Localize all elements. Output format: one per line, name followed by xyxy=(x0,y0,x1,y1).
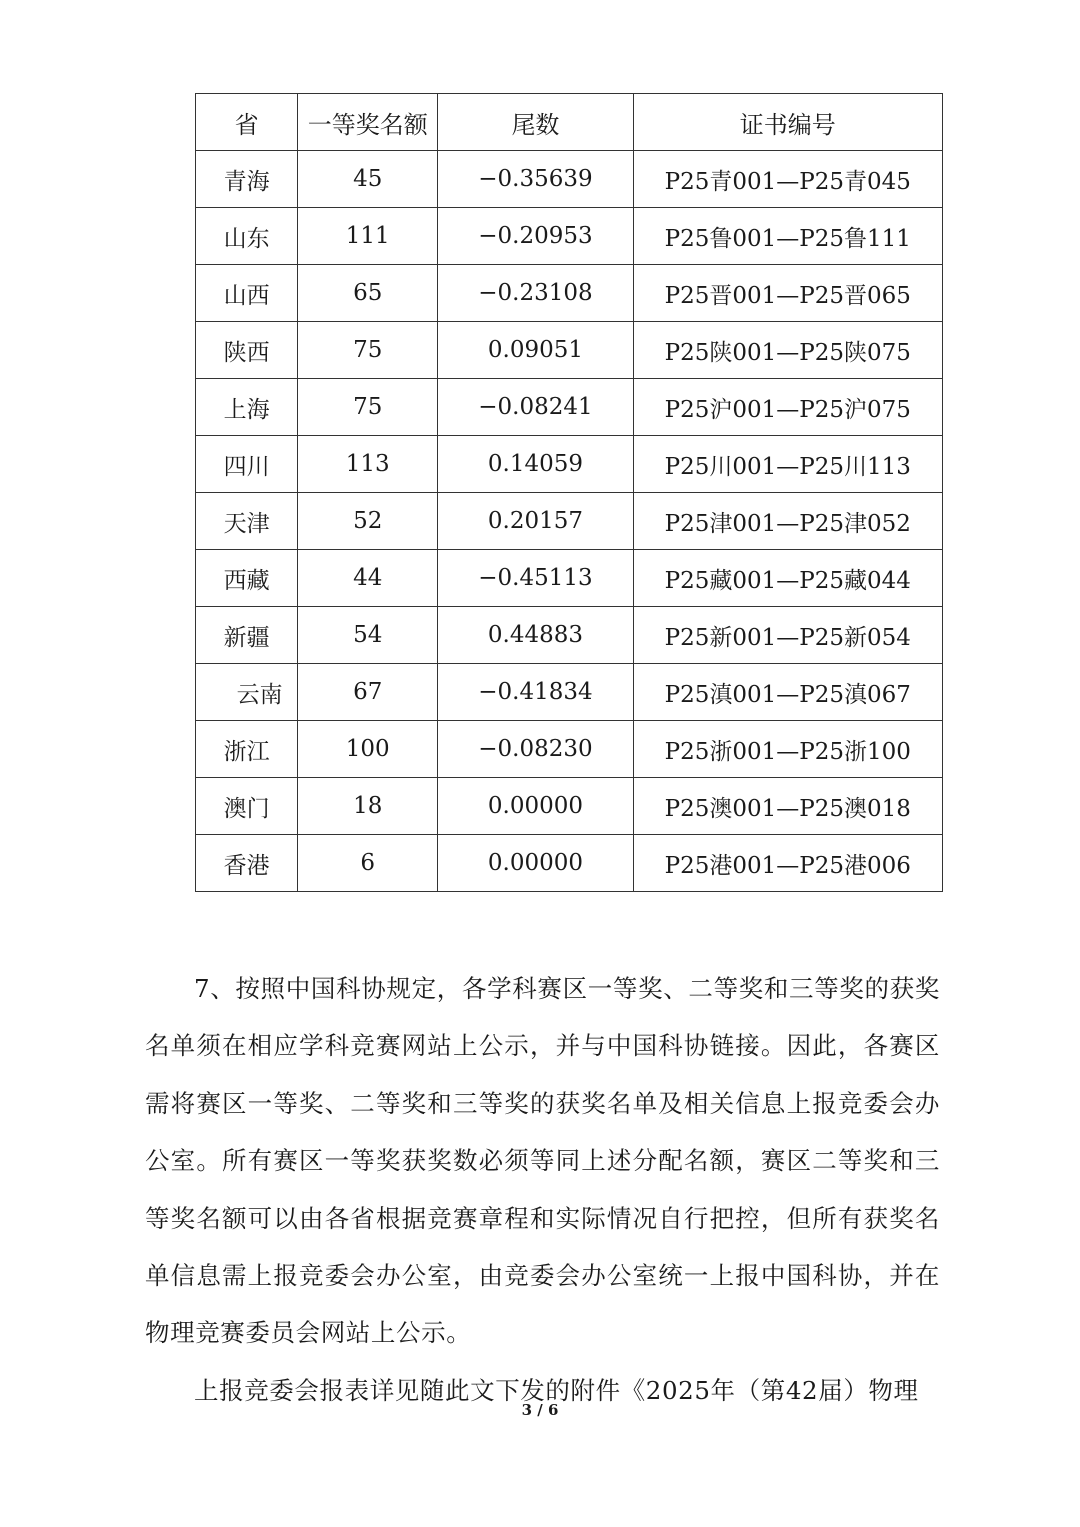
cell-quota: 6 xyxy=(298,835,438,892)
cell-cert: P25澳001—P25澳018 xyxy=(633,778,942,835)
cell-remainder: 0.09051 xyxy=(438,322,633,379)
cell-province: 云南 xyxy=(196,664,298,721)
cell-quota: 100 xyxy=(298,721,438,778)
table-row xyxy=(196,550,943,607)
paragraph-attachment: 上报竞委会报表详见随此文下发的附件《2025年（第42届）物理 xyxy=(194,1375,919,1405)
cell-quota: 54 xyxy=(298,607,438,664)
cell-province: 澳门 xyxy=(196,778,298,835)
cell-cert: P25晋001—P25晋065 xyxy=(633,265,942,322)
cell-quota: 67 xyxy=(298,664,438,721)
cell-quota: 75 xyxy=(298,379,438,436)
table-row xyxy=(196,607,943,664)
cell-remainder: 0.00000 xyxy=(438,835,633,892)
cell-remainder: 0.20157 xyxy=(438,493,633,550)
cell-remainder: −0.08241 xyxy=(438,379,633,436)
cell-cert: P25津001—P25津052 xyxy=(633,493,942,550)
cell-province: 香港 xyxy=(196,835,298,892)
table-row xyxy=(196,835,943,892)
cell-remainder: 0.14059 xyxy=(438,436,633,493)
cell-cert: P25鲁001—P25鲁111 xyxy=(633,208,942,265)
paragraph-rules: 7、按照中国科协规定，各学科赛区一等奖、二等奖和三等奖的获奖名单须在相应学科竞赛网站上公示，并与中国科协链接。因此，各赛区需将赛区一等奖、二等奖和三等奖的获奖名单及相关信息上报竞委会办公室。所有赛区一等奖获奖数必须等同上述分配名额，赛区二等奖和三等奖名额可以由各省根据竞赛章程和实际情况自行把控，但所有获奖名单信息需上报竞委会办公室，由竞委会办公室统一上报中国科协，并在物理竞赛委员会网站上公示。 xyxy=(145,974,940,1348)
cell-remainder: −0.08230 xyxy=(438,721,633,778)
cell-quota: 65 xyxy=(298,265,438,322)
table-row xyxy=(196,322,943,379)
cell-remainder: 0.44883 xyxy=(438,607,633,664)
cell-province: 四川 xyxy=(196,436,298,493)
body-text xyxy=(145,960,940,1419)
cell-cert: P25沪001—P25沪075 xyxy=(633,379,942,436)
cell-cert: P25藏001—P25藏044 xyxy=(633,550,942,607)
cell-cert: P25青001—P25青045 xyxy=(633,151,942,208)
cell-remainder: −0.20953 xyxy=(438,208,633,265)
cell-province: 天津 xyxy=(196,493,298,550)
cell-cert: P25陕001—P25陕075 xyxy=(633,322,942,379)
cell-quota: 111 xyxy=(298,208,438,265)
cell-cert: P25新001—P25新054 xyxy=(633,607,942,664)
cell-cert: P25港001—P25港006 xyxy=(633,835,942,892)
page-number: 3 / 6 xyxy=(521,1401,559,1419)
cell-quota: 44 xyxy=(298,550,438,607)
cell-cert: P25川001—P25川113 xyxy=(633,436,942,493)
cell-cert: P25浙001—P25浙100 xyxy=(633,721,942,778)
cell-province: 陕西 xyxy=(196,322,298,379)
table-row xyxy=(196,664,943,721)
table-body xyxy=(196,151,943,892)
cell-quota: 18 xyxy=(298,778,438,835)
table-row xyxy=(196,436,943,493)
cell-remainder: −0.41834 xyxy=(438,664,633,721)
cell-province: 青海 xyxy=(196,151,298,208)
header-province: 省 xyxy=(196,94,298,151)
table-row xyxy=(196,778,943,835)
cell-quota: 45 xyxy=(298,151,438,208)
table-row xyxy=(196,721,943,778)
cell-remainder: −0.45113 xyxy=(438,550,633,607)
table-row xyxy=(196,265,943,322)
cell-province: 西藏 xyxy=(196,550,298,607)
cell-province: 山西 xyxy=(196,265,298,322)
table-row xyxy=(196,151,943,208)
table-row xyxy=(196,493,943,550)
cell-quota: 52 xyxy=(298,493,438,550)
cell-remainder: −0.23108 xyxy=(438,265,633,322)
header-cert: 证书编号 xyxy=(633,94,942,151)
cell-remainder: −0.35639 xyxy=(438,151,633,208)
quota-table xyxy=(195,93,943,892)
cell-quota: 113 xyxy=(298,436,438,493)
cell-cert: P25滇001—P25滇067 xyxy=(633,664,942,721)
cell-quota: 75 xyxy=(298,322,438,379)
header-remainder: 尾数 xyxy=(438,94,633,151)
header-quota: 一等奖名额 xyxy=(298,94,438,151)
table-row xyxy=(196,208,943,265)
table-row xyxy=(196,379,943,436)
table-header-row xyxy=(196,94,943,151)
cell-remainder: 0.00000 xyxy=(438,778,633,835)
cell-province: 上海 xyxy=(196,379,298,436)
cell-province: 山东 xyxy=(196,208,298,265)
cell-province: 浙江 xyxy=(196,721,298,778)
cell-province: 新疆 xyxy=(196,607,298,664)
